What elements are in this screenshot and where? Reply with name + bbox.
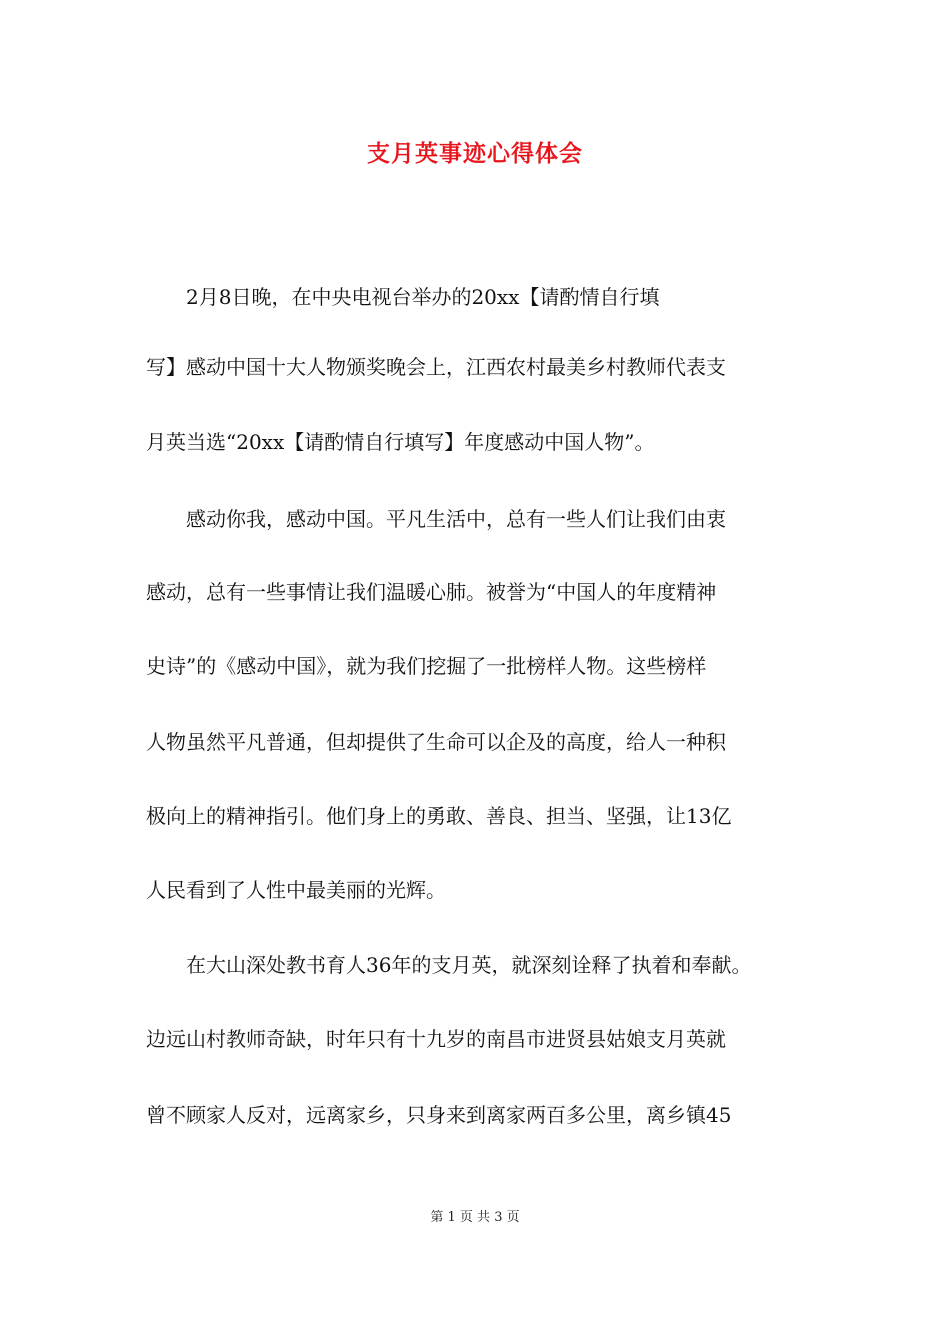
document-title: 支月英事迹心得体会 (367, 140, 583, 167)
paragraph-line: 2月8日晚，在中央电视台举办的20xx【请酌情自行填 (146, 285, 660, 309)
paragraph-line: 写】感动中国十大人物颁奖晚会上，江西农村最美乡村教师代表支 (146, 355, 726, 379)
paragraph-line: 感动你我，感动中国。平凡生活中，总有一些人们让我们由衷 (146, 507, 726, 531)
paragraph-line: 边远山村教师奇缺，时年只有十九岁的南昌市进贤县姑娘支月英就 (146, 1027, 726, 1051)
paragraph-line: 极向上的精神指引。他们身上的勇敢、善良、担当、坚强，让13亿 (146, 804, 732, 828)
page-number-footer: 第 1 页 共 3 页 (430, 1210, 520, 1225)
paragraph-line: 史诗”的《感动中国》，就为我们挖掘了一批榜样人物。这些榜样 (146, 654, 707, 678)
paragraph-line: 在大山深处教书育人36年的支月英，就深刻诠释了执着和奉献。 (146, 953, 752, 977)
paragraph-line: 感动，总有一些事情让我们温暖心肺。被誉为“中国人的年度精神 (146, 580, 717, 604)
paragraph-line: 月英当选“20xx【请酌情自行填写】年度感动中国人物”。 (146, 430, 655, 454)
paragraph-line: 人民看到了人性中最美丽的光辉。 (146, 878, 446, 902)
paragraph-line: 人物虽然平凡普通，但却提供了生命可以企及的高度，给人一种积 (146, 730, 726, 754)
paragraph-line: 曾不顾家人反对，远离家乡，只身来到离家两百多公里，离乡镇45 (146, 1103, 732, 1127)
